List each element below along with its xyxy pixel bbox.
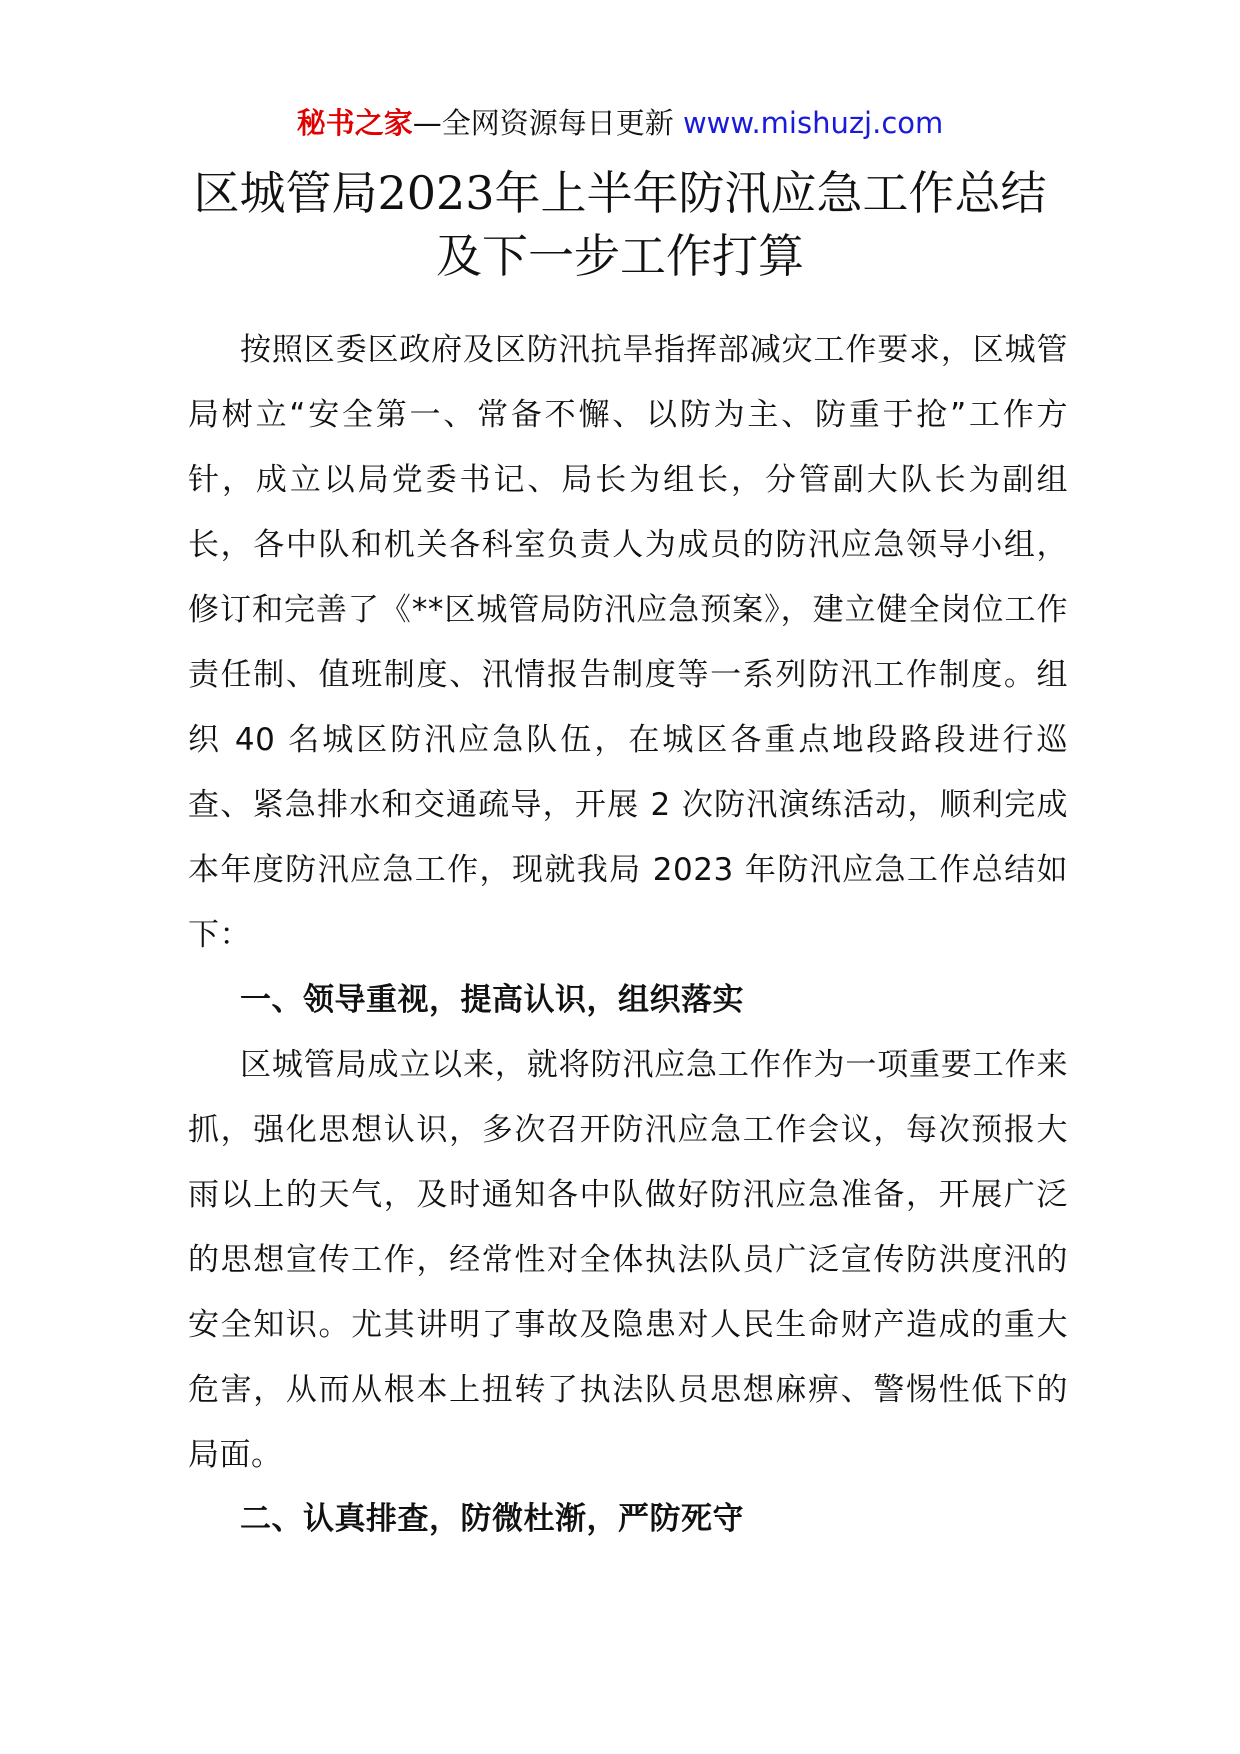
- section-heading-2-block: [188, 1487, 1068, 1552]
- intro-paragraph-block: [188, 318, 1068, 968]
- title-part-b: 年上半年防汛应急工作总结: [494, 166, 1047, 220]
- document-title-line-1: [0, 163, 1240, 223]
- header-tagline: —全网资源每日更新: [412, 106, 683, 140]
- section-1-paragraph-block: [188, 1033, 1068, 1488]
- section-heading-2: 二、认真排查，防微杜渐，严防死守: [240, 1501, 744, 1537]
- intro-paragraph: 按照区委区政府及区防汛抗旱指挥部减灾工作要求，区城管局树立“安全第一、常备不懈、以防为主、防重于抢”工作方针，成立以局党委书记、局长为组长，分管副大队长为副组长，各中队和机关各科室负责人为成员的防汛应急领导小组，修订和完善了《**区城管局防汛应急预案》，建立健全岗位工作责任制、值班制度、汛情报告制度等一系列防汛工作制度。组织 40 名城区防汛应急队伍，在城区各重点地段路段进行巡查、紧急排水和交通疏导，开展 2 次防汛演练活动，顺利完成本年度防汛应急工作，现就我局 2023 年防汛应急工作总结如下：: [188, 332, 1068, 953]
- section-1-paragraph: 区城管局成立以来，就将防汛应急工作作为一项重要工作来抓，强化思想认识，多次召开防汛应急工作会议，每次预报大雨以上的天气，及时通知各中队做好防汛应急准备，开展广泛的思想宣传工作，经常性对全体执法队员广泛宣传防洪度汛的安全知识。尤其讲明了事故及隐患对人民生命财产造成的重大危害，从而从根本上扭转了执法队员思想麻痹、警惕性低下的局面。: [188, 1047, 1068, 1473]
- section-heading-1: 一、领导重视，提高认识，组织落实: [240, 982, 744, 1018]
- title-year: 2023: [377, 166, 495, 220]
- brand-name: 秘书之家: [296, 106, 413, 140]
- site-header: [0, 103, 1240, 143]
- section-heading-1-block: [188, 968, 1068, 1033]
- header-url-link[interactable]: www.mishuzj.com: [682, 106, 944, 140]
- document-title-line-2: 及下一步工作打算: [436, 229, 804, 283]
- title-part-a: 区城管局: [193, 166, 378, 220]
